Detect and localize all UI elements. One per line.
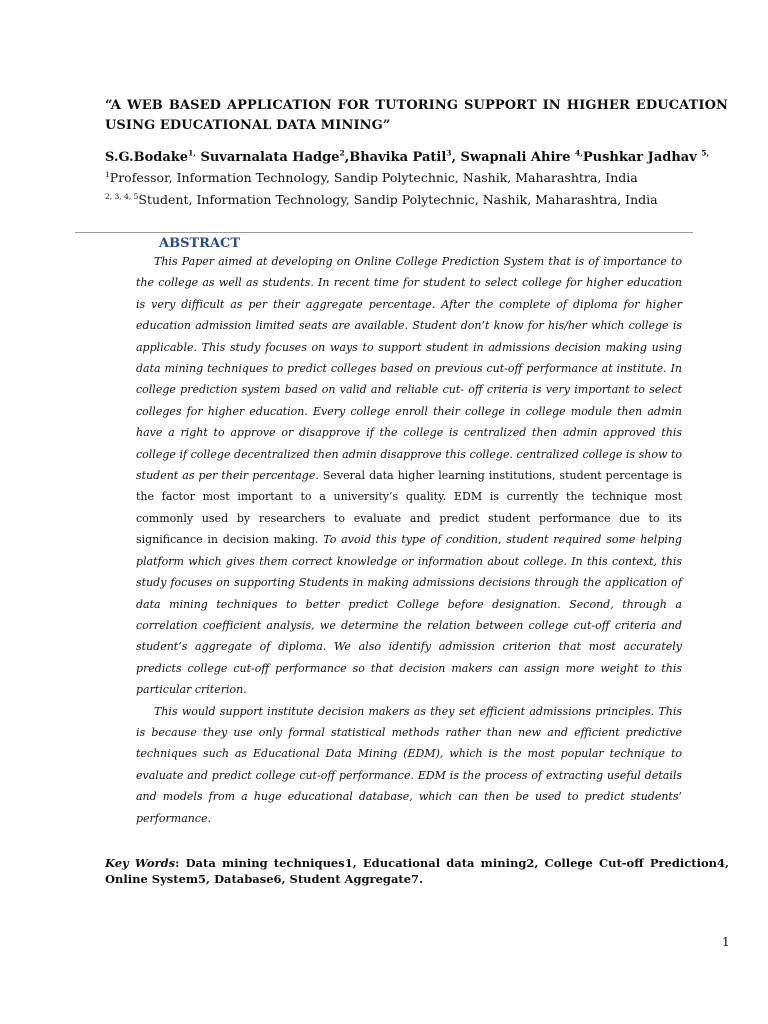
author-name: Suvarnalata Hadge [195,150,340,165]
affiliation-superscript: 2, 3, 4, 5 [105,191,139,201]
author-superscript: 4, [575,148,583,158]
author-superscript: 1, [188,148,196,158]
keywords [105,855,729,887]
author-name: ,Bhavika Patil [344,150,447,165]
author-name: , Swapnali Ahire [451,150,576,165]
header-divider [75,232,693,233]
author-line [105,148,745,168]
author-superscript: 5, [701,148,710,158]
affiliation-students [105,191,745,209]
author-superscript: 2 [339,148,345,158]
keywords-text: : Data mining techniques1, Educational data mining2, College Cut-off Prediction4, Online System5, Database6, Student Aggregate7. [105,856,730,886]
abstract-paragraph-2: This would support institute decision makers as they set efficient admissions principles. This is because they use only formal statistical methods rather than new and efficient predictive techniques such as Educational Data Mining (EDM), which is the most popular technique to evaluate and predict college cut-off performance. EDM is the process of extracting useful details and models from a huge educational database, which can then be used to predict students’ performance. [136,704,682,825]
keywords-label: Key Words [105,856,176,870]
affiliation-text: Professor, Information Technology, Sandip Polytechnic, Nashik, Maharashtra, India [109,170,638,185]
affiliation-superscript: 1 [105,169,110,179]
paper-title: “A WEB BASED APPLICATION FOR TUTORING SUPPORT IN HIGHER EDUCATION USING EDUCATIONAL DATA MINING” [105,98,728,133]
author-superscript: 3 [446,148,452,158]
abstract-text-italic: To avoid this type of condition, student required some helping platform which gives them correct knowledge or information about college. In this context, this study focuses on supporting Students in making admissions decisions through the application of data mining techniques to better predict College before designation. Second, through a correlation coefficient analysis, we determine the relation between college cut-off criteria and student’s aggregate of diploma. We also identify admission criterion that most accurately predicts college cut-off performance so that decision makers can assign more weight to this particular criterion. [136,533,683,697]
abstract-body [136,251,682,829]
abstract-text-roman: Several data higher learning institutions, student percentage is the factor most important to a university’s quality. EDM is currently the technique most commonly used by researchers to evaluate and predict student performance due to its significance in decision making. [136,469,682,547]
abstract-heading: ABSTRACT [159,236,241,251]
page-number: 1 [722,935,730,949]
author-name: S.G.Bodake [105,150,189,165]
affiliation-text: Student, Information Technology, Sandip Polytechnic, Nashik, Maharashtra, India [138,192,658,207]
affiliation-professor [105,169,745,187]
abstract-paragraph-1 [136,251,682,701]
abstract-text-italic: This Paper aimed at developing on Online College Prediction System that is of importance to the college as well as students. In recent time for student to select college for higher education is very difficult as per their aggregate percentage. After the complete of diploma for higher education admission limited seats are available. Student don’t know for his/her which college is applicable. This study focuses on ways to support student in admissions decision making using data mining techniques to predict colleges based on previous cut-off performance at institute. In college prediction system based on valid and reliable cut- off criteria is very important to select colleges for higher education. Every college enroll their college in college module then admin have a right to approve or disapprove if the college is centralized then admin approved this college if college decentralized then admin disapprove this college. centralized college is show to student as per their percentage. [136,255,682,483]
author-name: Pushkar Jadhav [582,150,702,165]
